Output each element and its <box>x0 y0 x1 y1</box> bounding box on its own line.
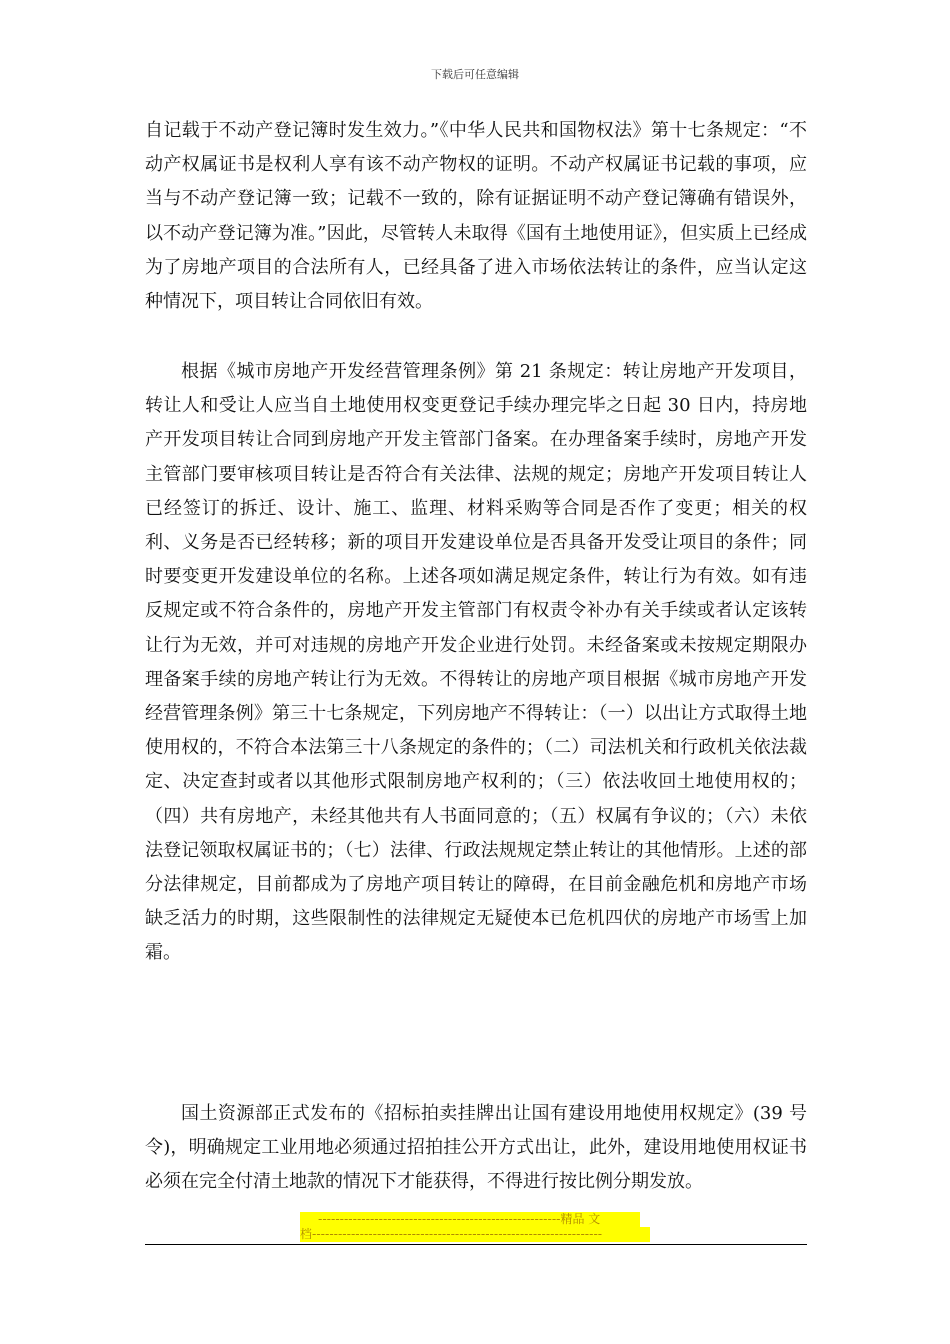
footer-watermark <box>300 1212 650 1242</box>
footer-divider <box>145 1244 807 1245</box>
paragraph-1: 自记载于不动产登记簿时发生效力。”《中华人民共和国物权法》第十七条规定：“不动产权属证书是权利人享有该不动产物权的证明。不动产权属证书记载的事项，应当与不动产登记簿一致；记载不一致的，除有证据证明不动产登记簿确有错误外，以不动产登记簿为准。”因此，尽管转人未取得《国有土地使用证》，但实质上已经成为了房地产项目的合法所有人，已经具备了进入市场依法转让的条件，应当认定这种情况下，项目转让合同依旧有效。 <box>145 120 807 313</box>
page-header: 下载后可任意编辑 <box>431 68 519 81</box>
paragraph-2: 根据《城市房地产开发经营管理条例》第 21 条规定：转让房地产开发项目，转让人和受让人应当自土地使用权变更登记手续办理完毕之日起 30 日内，持房地产开发项目转让合同到房地产开发主管部门备案。在办理备案手续时，房地产开发主管部门要审核项目转让是否符合有关法律、法规的规定；房地产开发项目转让人已经签订的拆迁、设计、施工、监理、材料采购等合同是否作了变更；相关的权利、义务是否已经转移；新的项目开发建设单位是否具备开发受让项目的条件；同时要变更开发建设单位的名称。上述各项如满足规定条件，转让行为有效。如有违反规定或不符合条件的，房地产开发主管部门有权责令补办有关手续或者认定该转让行为无效，并可对违规的房地产开发企业进行处罚。未经备案或未按规定期限办理备案手续的房地产转让行为无效。不得转让的房地产项目根据《城市房地产开发经营管理条例》第三十七条规定，下列房地产不得转让：（一）以出让方式取得土地使用权的，不符合本法第三十八条规定的条件的；（二）司法机关和行政机关依法裁定、决定查封或者以其他形式限制房地产权利的；（三）依法收回土地使用权的；（四）共有房地产，未经其他共有人书面同意的；（五）权属有争议的；（六）未依法登记领取权属证书的；（七）法律、行政法规规定禁止转让的其他情形。上述的部分法律规定，目前都成为了房地产项目转让的障碍，在目前金融危机和房地产市场缺乏活力的时期，这些限制性的法律规定无疑使本已危机四伏的房地产市场雪上加霜。 <box>145 361 807 964</box>
paragraph-3: 国土资源部正式发布的《招标拍卖挂牌出让国有建设用地使用权规定》(39 号令)，明确规定工业用地必须通过招拍挂公开方式出让，此外，建设用地使用权证书必须在完全付清土地款的情况下才能获得，不得进行按比例分期发放。 <box>145 1103 807 1193</box>
footer-watermark-line-2: 档------------------------------------------------------------------- <box>300 1227 650 1242</box>
footer-watermark-line-1: --------------------------------------------------------精品 文 <box>300 1212 640 1227</box>
